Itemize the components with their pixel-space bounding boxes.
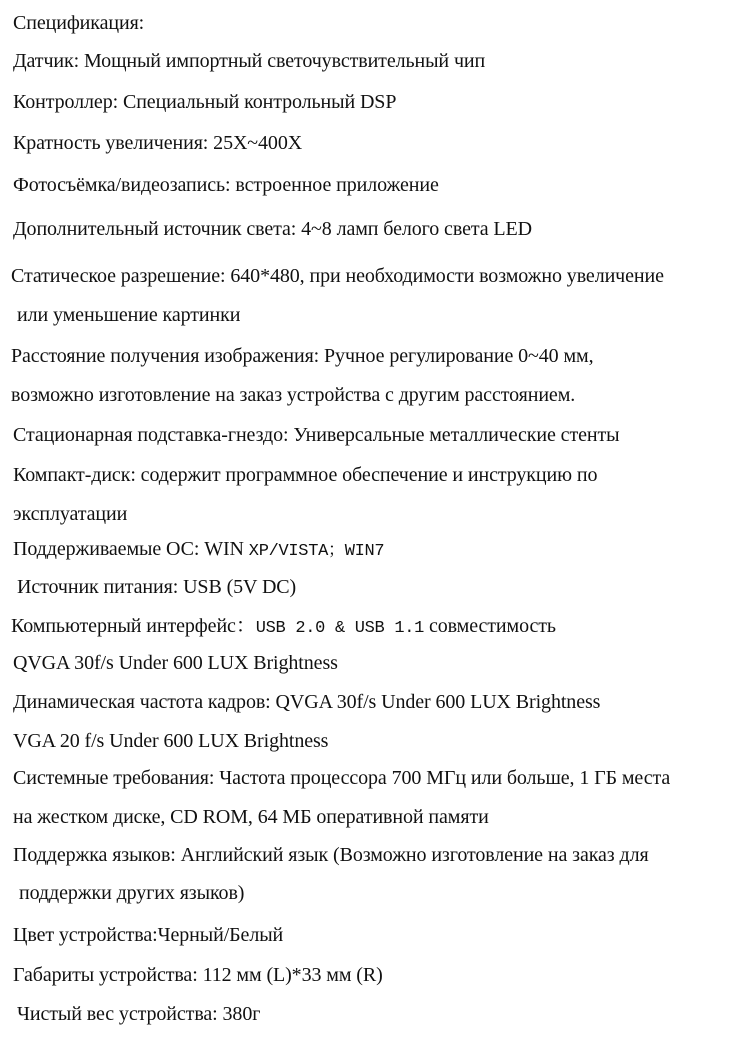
spec-weight: Чистый вес устройства: 380г xyxy=(17,1003,261,1025)
spec-distance-line-2: возможно изготовление на заказ устройства с другим расстоянием. xyxy=(11,384,576,406)
spec-languages-line-2: поддержки других языков) xyxy=(19,882,245,904)
spec-dimensions: Габариты устройства: 112 мм (L)*33 мм (R) xyxy=(13,964,383,986)
spec-title: Спецификация: xyxy=(13,12,145,34)
spec-power: Источник питания: USB (5V DC) xyxy=(17,576,297,598)
spec-distance-line-1: Расстояние получения изображения: Ручное регулирование 0~40 мм, xyxy=(11,345,594,367)
spec-frame-rate: Динамическая частота кадров: QVGA 30f/s Under 600 LUX Brightness xyxy=(13,691,601,713)
spec-cd-line-1: Компакт-диск: содержит программное обеспечение и инструкцию по xyxy=(13,464,598,486)
spec-light-source: Дополнительный источник света: 4~8 ламп белого света LED xyxy=(13,218,532,240)
spec-color: Цвет устройства:Черный/Белый xyxy=(13,924,284,946)
spec-resolution-line-1: Статическое разрешение: 640*480, при необходимости возможно увеличение xyxy=(11,265,664,287)
spec-resolution-line-2: или уменьшение картинки xyxy=(17,304,241,326)
spec-interface-values: USB 2.0 & USB 1.1 xyxy=(255,619,425,638)
spec-stand: Стационарная подставка-гнездо: Универсальные металлические стенты xyxy=(13,424,620,446)
spec-qvga: QVGA 30f/s Under 600 LUX Brightness xyxy=(13,652,338,674)
spec-requirements-line-2: на жестком диске, CD ROM, 64 МБ оперативной памяти xyxy=(13,806,489,828)
spec-os-values: XP/VISTA；WIN7 xyxy=(248,542,385,561)
spec-photo-video: Фотосъёмка/видеозапись: встроенное приложение xyxy=(13,174,439,196)
spec-interface-tail: совместимость xyxy=(424,615,556,637)
spec-magnification: Кратность увеличения: 25X~400X xyxy=(13,132,303,154)
spec-interface xyxy=(11,614,556,641)
spec-requirements-line-1: Системные требования: Частота процессора 700 МГц или больше, 1 ГБ места xyxy=(13,767,671,789)
spec-controller: Контроллер: Специальный контрольный DSP xyxy=(13,91,397,113)
spec-os-label: Поддерживаемые ОС: WIN xyxy=(13,538,249,560)
spec-os xyxy=(13,537,384,564)
spec-interface-label: Компьютерный интерфейс： xyxy=(11,615,256,637)
spec-cd-line-2: эксплуатации xyxy=(13,503,128,525)
spec-languages-line-1: Поддержка языков: Английский язык (Возможно изготовление на заказ для xyxy=(13,844,649,866)
spec-vga: VGA 20 f/s Under 600 LUX Brightness xyxy=(13,730,329,752)
spec-sensor: Датчик: Мощный импортный светочувствительный чип xyxy=(13,50,486,72)
